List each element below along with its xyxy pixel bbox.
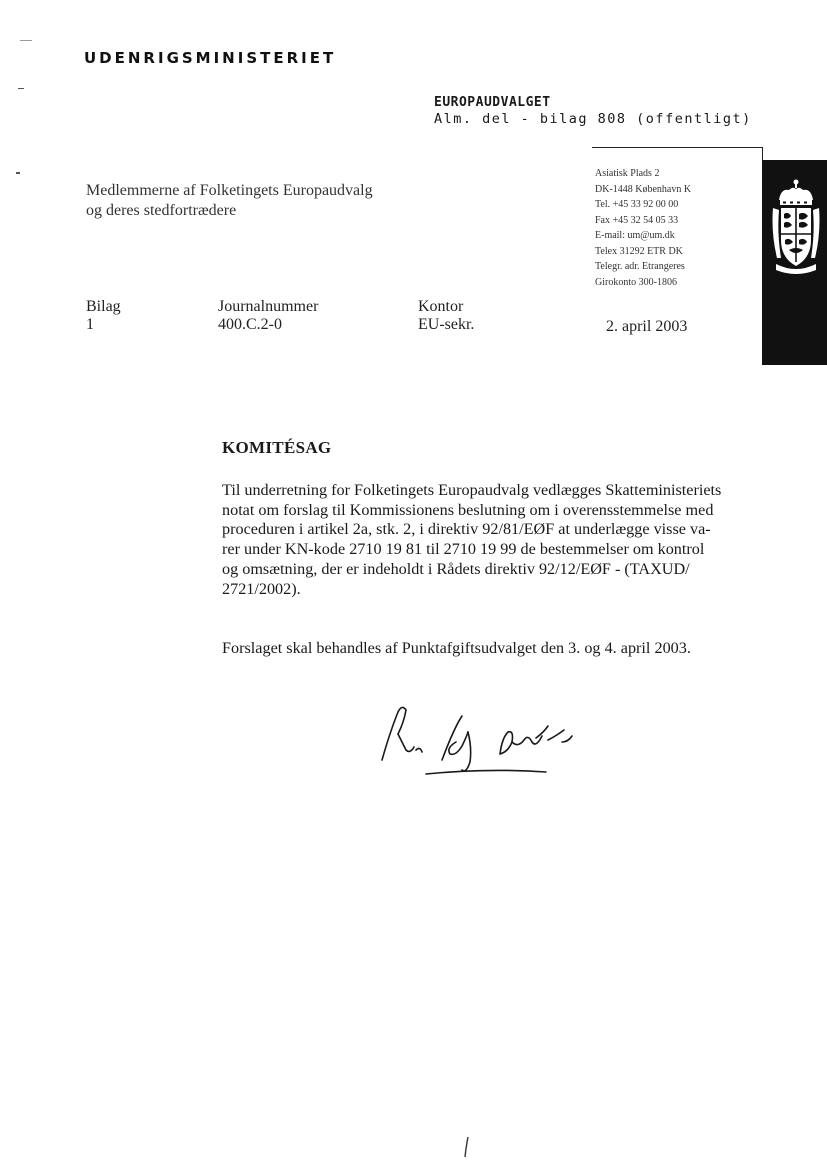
body-line: Til underretning for Folketingets Europaudvalg vedlægges Skatteministeriets bbox=[222, 481, 722, 499]
kontor-label: Kontor bbox=[418, 298, 464, 315]
address-fax: Fax +45 32 54 05 33 bbox=[595, 214, 679, 226]
kontor-value: EU-sekr. bbox=[418, 316, 475, 333]
address-telex: Telex 31292 ETR DK bbox=[595, 245, 683, 257]
address-divider bbox=[592, 147, 762, 148]
handling-note: Forslaget skal behandles af Punktafgiftsudvalget den 3. og 4. april 2003. bbox=[222, 639, 691, 657]
bilag-value: 1 bbox=[86, 316, 94, 333]
address-telegram: Telegr. adr. Etrangeres bbox=[595, 261, 685, 272]
meta-kontor bbox=[418, 298, 474, 334]
royal-crest-icon bbox=[771, 178, 821, 278]
stamp-reference: Alm. del - bilag 808 (offentligt) bbox=[434, 111, 752, 127]
address-street: Asiatisk Plads 2 bbox=[595, 168, 660, 179]
ministry-name: UDENRIGSMINISTERIET bbox=[84, 49, 337, 67]
scan-mark bbox=[462, 1135, 472, 1159]
stamp-committee: EUROPAUDVALGET bbox=[434, 95, 551, 110]
scan-mark bbox=[20, 40, 32, 41]
address-email: E-mail: um@um.dk bbox=[595, 230, 675, 241]
meta-journal bbox=[218, 298, 318, 334]
address-block bbox=[595, 166, 691, 290]
body-paragraph bbox=[222, 481, 767, 599]
address-phone: Tel. +45 33 92 00 00 bbox=[595, 199, 679, 210]
address-giro: Girokonto 300-1806 bbox=[595, 276, 677, 288]
letter-date: 2. april 2003 bbox=[606, 318, 688, 335]
recipient-block bbox=[86, 181, 373, 221]
bilag-label: Bilag bbox=[86, 298, 121, 315]
journal-label: Journalnummer bbox=[218, 298, 319, 315]
body-line: notat om forslag til Kommissionens beslutning om i overensstemmelse med bbox=[222, 500, 714, 519]
body-line: rer under KN-kode 2710 19 81 til 2710 19 99 de bestemmelser om kontrol bbox=[222, 540, 705, 559]
recipient-line-2: og deres stedfortrædere bbox=[86, 202, 237, 219]
journal-value: 400.C.2-0 bbox=[218, 316, 282, 333]
handwritten-signature bbox=[376, 692, 586, 782]
body-line: og omsætning, der er indeholdt i Rådets direktiv 92/12/EØF - (TAXUD/ bbox=[222, 559, 690, 578]
address-city: DK-1448 København K bbox=[595, 183, 692, 195]
scan-mark bbox=[18, 88, 24, 89]
address-divider-tick bbox=[762, 147, 763, 161]
document-heading: KOMITÉSAG bbox=[222, 438, 332, 457]
body-line: proceduren i artikel 2a, stk. 2, i direktiv 92/81/EØF at underlægge visse va- bbox=[222, 520, 711, 539]
meta-bilag bbox=[86, 298, 121, 334]
scan-mark bbox=[16, 172, 20, 174]
recipient-line-1: Medlemmerne af Folketingets Europaudvalg bbox=[86, 182, 373, 199]
body-line: 2721/2002). bbox=[222, 579, 301, 598]
